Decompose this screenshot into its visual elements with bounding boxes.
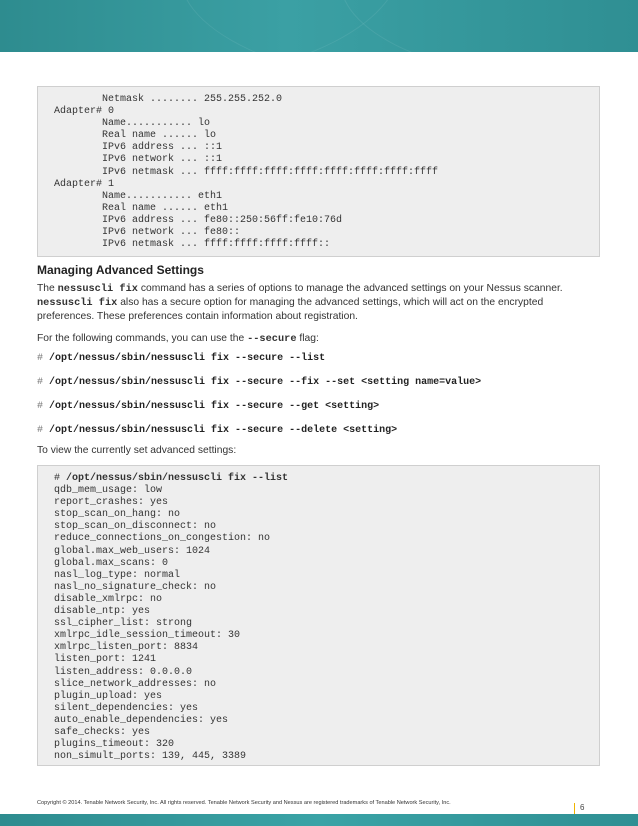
code-line: Name........... lo [54, 118, 211, 130]
paragraph-intro [37, 282, 602, 324]
code-line: non_simult_ports: 139, 445, 3389 [54, 751, 247, 763]
prompt-hash: # [37, 401, 44, 412]
code-line: reduce_connections_on_congestion: no [54, 533, 271, 545]
code-line-command [54, 473, 599, 485]
code-line: nasl_no_signature_check: no [54, 581, 217, 593]
code-line: xmlrpc_listen_port: 8834 [54, 642, 199, 654]
code-block-network-info [37, 86, 600, 257]
command-text: /opt/nessus/sbin/nessuscli fix --secure --list [49, 353, 326, 364]
code-line: silent_dependencies: yes [54, 702, 199, 714]
code-line: Real name ...... lo [54, 130, 217, 142]
command-line [37, 353, 325, 364]
command-text: /opt/nessus/sbin/nessuscli fix --secure --get <setting> [49, 401, 380, 412]
prompt-hash: # [37, 425, 44, 436]
code-line: IPv6 network ... fe80:: [54, 227, 241, 239]
page-number: 6 [580, 803, 585, 812]
code-line: Adapter# 1 [54, 178, 115, 190]
code-line: Name........... eth1 [54, 190, 223, 202]
code-line: IPv6 address ... ::1 [54, 142, 223, 154]
code-line: nasl_log_type: normal [54, 569, 181, 581]
command-text: /opt/nessus/sbin/nessuscli fix --list [66, 473, 289, 484]
code-line: report_crashes: yes [54, 497, 169, 509]
code-line: slice_network_addresses: no [54, 678, 217, 690]
command-line [37, 401, 379, 412]
inline-code: nessuscli fix [37, 297, 118, 309]
command-text: /opt/nessus/sbin/nessuscli fix --secure --delete <setting> [49, 425, 398, 436]
text: also has a secure option for managing the advanced settings, which will act on the encrypted [117, 297, 544, 308]
code-line: qdb_mem_usage: low [54, 485, 163, 497]
command-line [37, 425, 397, 436]
code-line: stop_scan_on_disconnect: no [54, 521, 217, 533]
text: The [37, 283, 58, 294]
command-text: /opt/nessus/sbin/nessuscli fix --secure --fix --set <setting name=value> [49, 377, 482, 388]
code-line: Netmask ........ 255.255.252.0 [54, 94, 283, 105]
code-line: ssl_cipher_list: strong [54, 618, 193, 630]
code-line: auto_enable_dependencies: yes [54, 714, 229, 726]
prompt-hash: # [37, 377, 44, 388]
prompt: # [54, 473, 67, 484]
footer-band [0, 814, 638, 826]
code-line: global.max_web_users: 1024 [54, 545, 211, 557]
code-line: Real name ...... eth1 [54, 202, 229, 214]
code-line: plugin_upload: yes [54, 690, 163, 702]
code-line: xmlrpc_idle_session_timeout: 30 [54, 630, 241, 642]
paragraph-secure-flag [37, 332, 602, 346]
inline-code: --secure [247, 333, 297, 345]
text: preferences. These preferences contain information about registration. [37, 311, 358, 322]
text: flag: [296, 333, 319, 344]
header-band [0, 0, 638, 52]
copyright-text: Copyright © 2014. Tenable Network Security, Inc. All rights reserved. Tenable Network Security and Nessus are registered trademarks of Tenable Network Security, Inc. [37, 800, 451, 806]
code-line: disable_ntp: yes [54, 606, 151, 618]
command-line [37, 377, 481, 388]
section-heading: Managing Advanced Settings [37, 263, 204, 277]
code-line: stop_scan_on_hang: no [54, 509, 181, 521]
code-line: IPv6 network ... ::1 [54, 154, 223, 166]
prompt-hash: # [37, 353, 44, 364]
code-line: plugins_timeout: 320 [54, 739, 175, 751]
code-line: safe_checks: yes [54, 726, 151, 738]
code-line: Adapter# 0 [54, 106, 115, 118]
text: command has a series of options to manage the advanced settings on your Nessus scanner. [137, 283, 563, 294]
inline-code: nessuscli fix [57, 283, 138, 295]
paragraph-view-settings: To view the currently set advanced settings: [37, 445, 237, 456]
code-line: disable_xmlrpc: no [54, 593, 163, 605]
text: For the following commands, you can use the [37, 333, 248, 344]
page-number-divider [574, 803, 575, 814]
code-line: IPv6 netmask ... ffff:ffff:ffff:ffff:ffff:ffff:ffff:ffff [54, 166, 439, 178]
code-line: listen_port: 1241 [54, 654, 157, 666]
code-line: IPv6 address ... fe80::250:56ff:fe10:76d [54, 214, 343, 226]
code-line: listen_address: 0.0.0.0 [54, 666, 193, 678]
code-line: IPv6 netmask ... ffff:ffff:ffff:ffff:: [54, 239, 331, 251]
code-line: global.max_scans: 0 [54, 557, 169, 569]
code-block-settings-list [37, 465, 600, 766]
